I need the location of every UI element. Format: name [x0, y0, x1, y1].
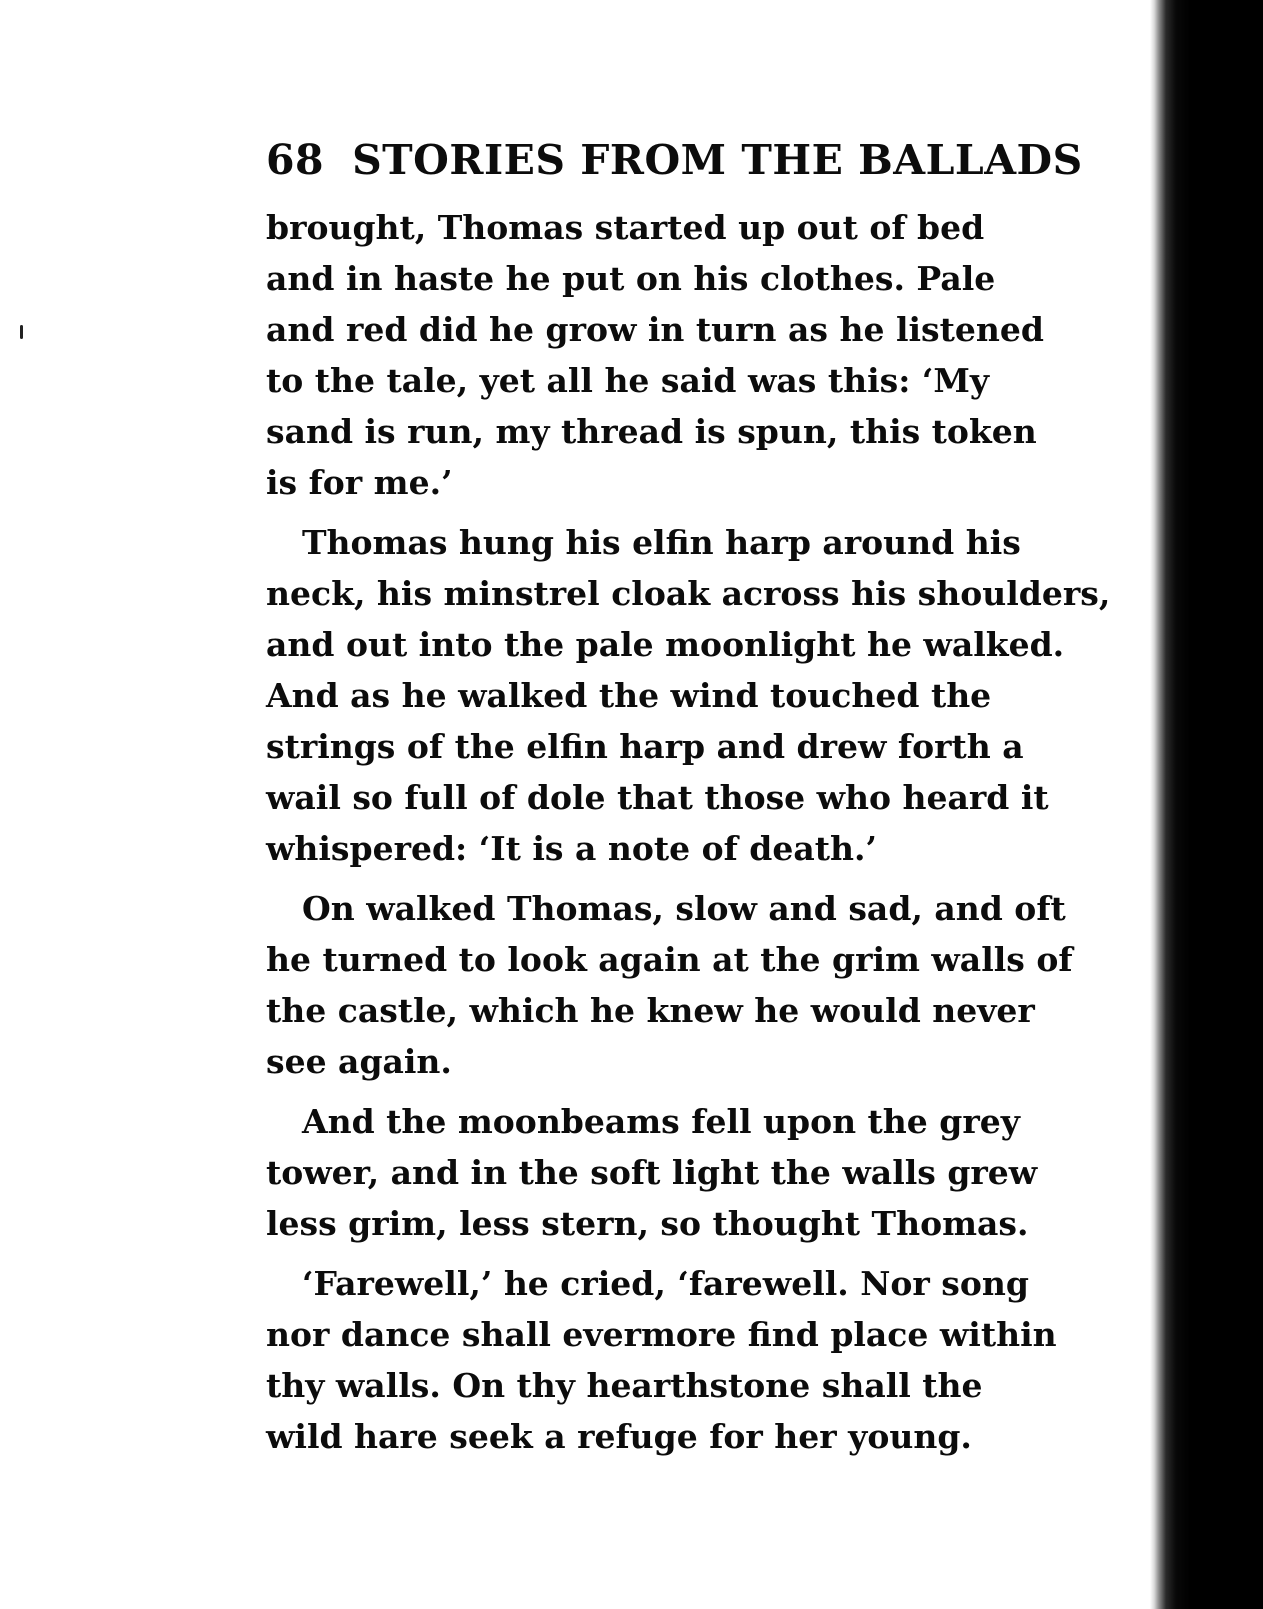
text-line: the castle, which he knew he would never: [266, 991, 1035, 1030]
text-line: and out into the pale moonlight he walked.: [266, 625, 1065, 664]
page-number: 68: [266, 136, 325, 184]
text-line: brought, Thomas started up out of bed: [266, 208, 985, 247]
paragraph-5: [266, 1258, 1166, 1462]
text-line: And the moonbeams fell upon the grey: [302, 1102, 1020, 1141]
text-line: less grim, less stern, so thought Thomas.: [266, 1204, 1029, 1243]
text-line: and in haste he put on his clothes. Pale: [266, 259, 996, 298]
paragraph-2: [266, 517, 1166, 874]
running-title: STORIES FROM THE BALLADS: [352, 136, 1083, 184]
text-line: is for me.’: [266, 463, 453, 502]
text-line: he turned to look again at the grim walls of: [266, 940, 1073, 979]
text-line: And as he walked the wind touched the: [266, 676, 992, 715]
text-line: and red did he grow in turn as he listened: [266, 310, 1044, 349]
scan-speck: [20, 325, 23, 339]
text-line: wild hare seek a refuge for her young.: [266, 1417, 972, 1456]
text-line: wail so full of dole that those who heard it: [266, 778, 1049, 817]
text-line: to the tale, yet all he said was this: ‘My: [266, 361, 990, 400]
text-line: thy walls. On thy hearthstone shall the: [266, 1366, 983, 1405]
text-line: whispered: ‘It is a note of death.’: [266, 829, 877, 868]
text-line: On walked Thomas, slow and sad, and oft: [302, 889, 1066, 928]
paragraph-3: [266, 883, 1166, 1087]
text-line: ‘Farewell,’ he cried, ‘farewell. Nor song: [302, 1264, 1029, 1303]
text-line: see again.: [266, 1042, 452, 1081]
page-text: [266, 130, 1166, 1462]
text-line: tower, and in the soft light the walls grew: [266, 1153, 1038, 1192]
text-line: sand is run, my thread is spun, this token: [266, 412, 1037, 451]
text-line: nor dance shall evermore find place within: [266, 1315, 1057, 1354]
book-gutter-shadow: [1150, 0, 1263, 1609]
running-head: [266, 130, 1166, 202]
text-line: Thomas hung his elfin harp around his: [302, 523, 1021, 562]
paragraph-1: [266, 202, 1166, 508]
text-line: strings of the elfin harp and drew forth a: [266, 727, 1024, 766]
text-line: neck, his minstrel cloak across his shoulders,: [266, 574, 1111, 613]
paragraph-4: [266, 1096, 1166, 1249]
